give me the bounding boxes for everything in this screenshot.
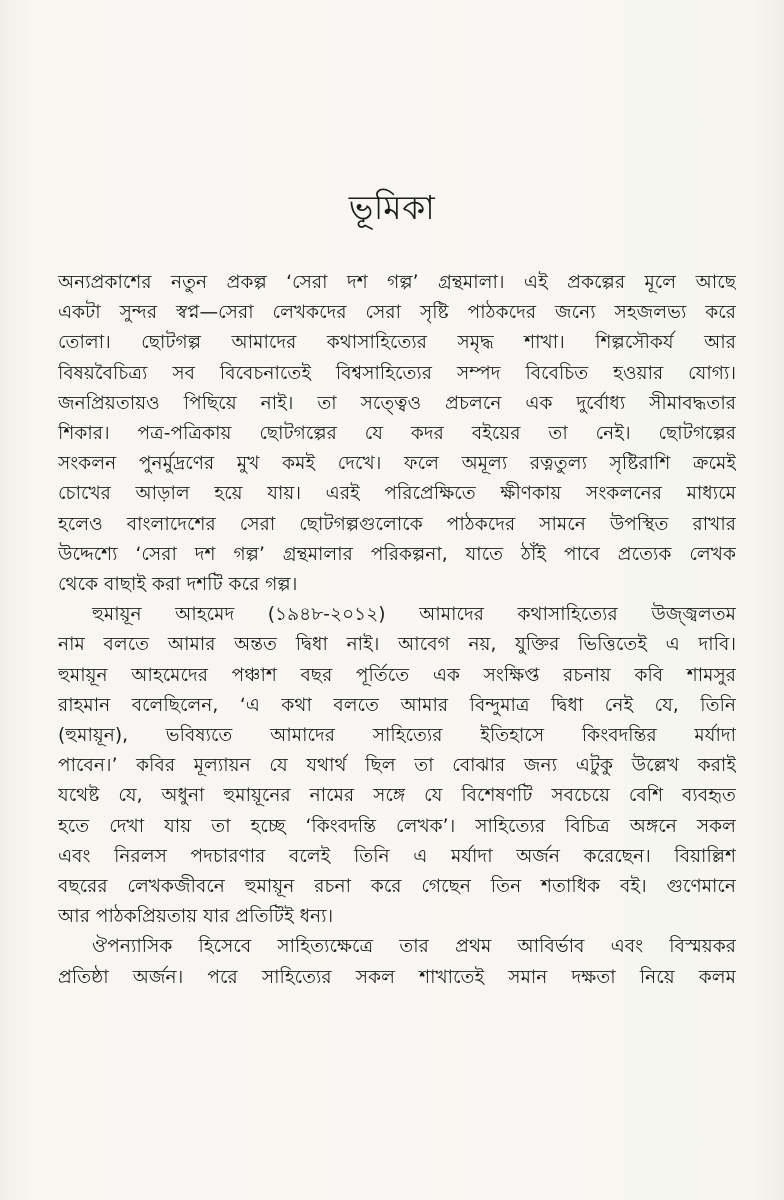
page-title: ভূমিকা [348, 188, 436, 227]
text-line: রাহমান বলেছিলেন, ‘এ কথা বলতে আমার বিন্দুমাত্র দ্বিধা নেই যে, তিনি [58, 694, 736, 716]
text-line: থেকে বাছাই করা দশটি করে গল্প। [58, 574, 298, 596]
text-line: সংকলন পুনর্মুদ্রণের মুখ কমই দেখে। ফলে অমূল্য রত্নতুল্য সৃষ্টিরাশি ক্রমেই [58, 453, 736, 475]
text-line: জনপ্রিয়তায়ও পিছিয়ে নাই। তা সত্ত্বেও প্রচলনে এক দুর্বোধ্য সীমাবদ্ধতার [58, 392, 736, 414]
paragraph-3 [58, 932, 736, 992]
text-line: শিকার। পত্র-পত্রিকায় ছোটগল্পের যে কদর বইয়ের তা নেই। ছোটগল্পের [58, 423, 736, 445]
text-line: নাম বলতে আমার অন্তত দ্বিধা নাই। আবেগ নয়, যুক্তির ভিত্তিতেই এ দাবি। [58, 634, 736, 656]
text-line: পাবেন।’ কবির মূল্যায়ন যে যথার্থ ছিল তা বোঝার জন্য এটুকু উল্লেখ করাই [58, 755, 736, 777]
text-line: প্রতিষ্ঠা অর্জন। পরে সাহিত্যের সকল শাখাতেই সমান দক্ষতা নিয়ে কলম [58, 966, 736, 988]
text-line: এবং নিরলস পদচারণার বলেই তিনি এ মর্যাদা অর্জন করেছেন। বিয়াল্লিশ [58, 845, 736, 867]
text-line: (হুমায়ূন), ভবিষ্যতে আমাদের সাহিত্যের ইতিহাসে কিংবদন্তির মর্যাদা [58, 725, 736, 747]
text-line: অন্যপ্রকাশের নতুন প্রকল্প ‘সেরা দশ গল্প’ গ্রন্থমালা। এই প্রকল্পের মূলে আছে [58, 272, 736, 293]
text-line: উদ্দেশ্যে ‘সেরা দশ গল্প’ গ্রন্থমালার পরিকল্পনা, যাতে ঠাঁই পাবে প্রত্যেক লেখক [58, 543, 736, 565]
text-line: হলেও বাংলাদেশের সেরা ছোটগল্পগুলোকে পাঠকদের সামনে উপস্থিত রাখার [58, 513, 736, 535]
text-line: একটা সুন্দর স্বপ্ন—সেরা লেখকদের সেরা সৃষ্টি পাঠকদের জন্যে সহজলভ্য করে [58, 302, 736, 324]
text-line: হতে দেখা যায় তা হচ্ছে ‘কিংবদন্তি লেখক’। সাহিত্যের বিচিত্র অঙ্গনে সকল [58, 815, 736, 837]
text-line: আর পাঠকপ্রিয়তায় যার প্রতিটিই ধন্য। [58, 906, 334, 928]
text-line: তোলা। ছোটগল্প আমাদের কথাসাহিত্যের সমৃদ্ধ শাখা। শিল্পসৌকর্য আর [58, 332, 736, 354]
text-line: হুমায়ূন আহমেদের পঞ্চাশ বছর পূর্তিতে এক সংক্ষিপ্ত রচনায় কবি শামসুর [58, 664, 736, 686]
text-line: ঔপন্যাসিক হিসেবে সাহিত্যক্ষেত্রে তার প্রথম আবির্ভাব এবং বিস্ময়কর [92, 936, 736, 958]
text-line: চোখের আড়াল হয়ে যায়। এরই পরিপ্রেক্ষিতে ক্ষীণকায় সংকলনের মাধ্যমে [58, 483, 736, 505]
text-line: বিষয়বৈচিত্র্য সব বিবেচনাতেই বিশ্বসাহিত্যের সম্পদ বিবেচিত হওয়ার যোগ্য। [58, 362, 736, 384]
paragraph-2 [58, 600, 736, 932]
text-line: বছরের লেখকজীবনে হুমায়ূন রচনা করে গেছেন তিন শতাধিক বই। গুণেমানে [58, 876, 736, 898]
paragraph-1 [58, 268, 736, 600]
text-line: হুমায়ূন আহমেদ (১৯৪৮-২০১২) আমাদের কথাসাহিত্যের উজ্জ্বলতম [92, 604, 736, 626]
text-line: যথেষ্ট যে, অধুনা হুমায়ূনের নামের সঙ্গে যে বিশেষণটি সবচেয়ে বেশি ব্যবহৃত [58, 785, 736, 807]
preface-body [58, 268, 736, 993]
